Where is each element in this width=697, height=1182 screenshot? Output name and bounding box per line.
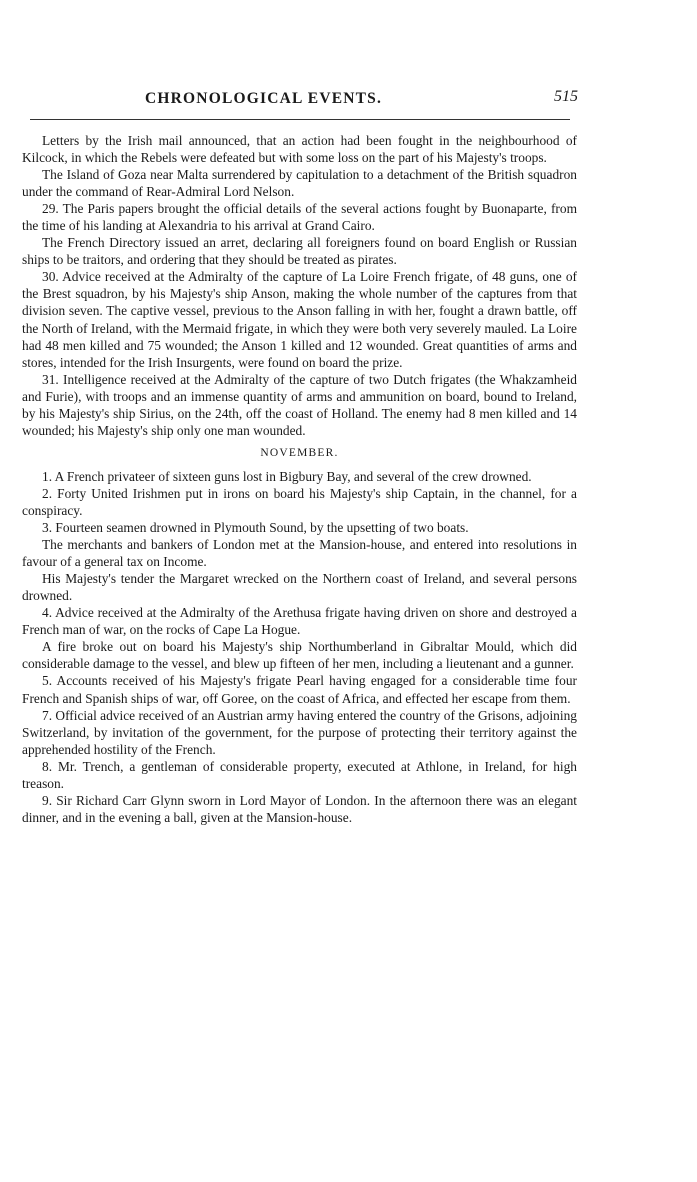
paragraph: The French Directory issued an arret, declaring all foreigners found on board English or Russian ships to be traitors, and ordering that they should be treated as pirates. <box>22 235 577 268</box>
paragraph: 7. Official advice received of an Austrian army having entered the country of the Grisons, adjoining Switzerland, by invitation of the government, for the purpose of protecting their territory against the apprehended hostility of the French. <box>22 707 577 757</box>
paragraph: His Majesty's tender the Margaret wrecked on the Northern coast of Ireland, and several persons drowned. <box>22 571 577 604</box>
paragraph: 1. A French privateer of sixteen guns lost in Bigbury Bay, and several of the crew drowned. <box>42 468 532 484</box>
paragraph: 4. Advice received at the Admiralty of the Arethusa frigate having driven on shore and destroyed a French man of war, on the rocks of Cape La Hogue. <box>22 605 577 638</box>
paragraph: The merchants and bankers of London met at the Mansion-house, and entered into resolutions in favour of a general tax on Income. <box>22 537 577 570</box>
paragraph: 3. Fourteen seamen drowned in Plymouth Sound, by the upsetting of two boats. <box>42 520 469 536</box>
paragraph: 29. The Paris papers brought the official details of the several actions fought by Buonaparte, from the time of his landing at Alexandria to his arrival at Grand Cairo. <box>22 201 577 234</box>
paragraph: Letters by the Irish mail announced, that an action had been fought in the neighbourhood of Kilcock, in which the Rebels were defeated but with some loss on the part of his Majesty's troops. <box>22 133 577 166</box>
paragraph: 2. Forty United Irishmen put in irons on board his Majesty's ship Captain, in the channel, for a conspiracy. <box>22 485 577 518</box>
running-title: CHRONOLOGICAL EVENTS. <box>145 90 383 107</box>
header-rule <box>30 119 570 120</box>
page-body <box>22 132 577 826</box>
section-heading-november: NOVEMBER. <box>260 446 339 459</box>
paragraph: 30. Advice received at the Admiralty of the capture of La Loire French frigate, of 48 guns, one of the Brest squadron, by his Majesty's ship Anson, making the whole number of the captures from that division seven. The captive vessel, previous to the Anson falling in with her, fought a drawn battle, off the North of Ireland, with the Mermaid frigate, in which they were both very severely mauled. La Loire had 48 men killed and 75 wounded; the Anson 1 killed and 12 wounded. Great quantities of arms and stores, intended for the Irish Insurgents, were found on board the prize. <box>22 269 577 370</box>
paragraph: 9. Sir Richard Carr Glynn sworn in Lord Mayor of London. In the afternoon there was an elegant dinner, and in the evening a ball, given at the Mansion-house. <box>22 792 577 825</box>
paragraph: The Island of Goza near Malta surrendered by capitulation to a detachment of the British squadron under the command of Rear-Admiral Lord Nelson. <box>22 167 577 200</box>
paragraph: 5. Accounts received of his Majesty's frigate Pearl having engaged for a considerable time four French and Spanish ships of war, off Goree, on the coast of Africa, and effected her escape from them. <box>22 673 577 706</box>
paragraph: A fire broke out on board his Majesty's ship Northumberland in Gibraltar Mould, which did considerable damage to the vessel, and blew up fifteen of her men, including a lieutenant and a gunner. <box>22 639 577 672</box>
paragraph: 8. Mr. Trench, a gentleman of considerable property, executed at Athlone, in Ireland, for high treason. <box>22 758 577 791</box>
paragraph: 31. Intelligence received at the Admiralty of the capture of two Dutch frigates (the Whakzamheid and Furie), with troops and an immense quantity of arms and ammunition on board, bound to Ireland, by his Majesty's ship Sirius, on the 24th, off the coast of Holland. The enemy had 8 men killed and 14 wounded; his Majesty's ship only one man wounded. <box>22 371 577 438</box>
running-head <box>30 88 578 112</box>
page-number: 515 <box>554 88 578 105</box>
